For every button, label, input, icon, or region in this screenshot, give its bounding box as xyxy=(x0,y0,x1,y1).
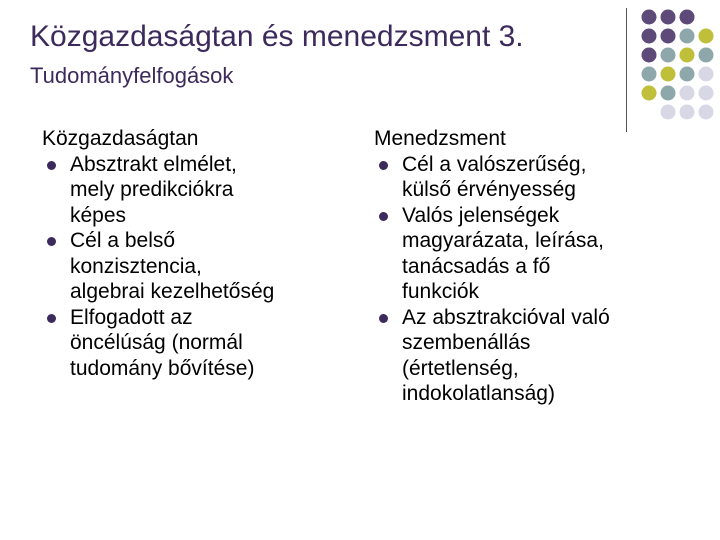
decorative-dot xyxy=(661,105,676,120)
decorative-dot xyxy=(642,86,657,101)
bullet-line: szembenállás xyxy=(402,331,531,354)
decorative-dot-grid xyxy=(640,8,720,120)
bullet-line: Az absztrakcióval való xyxy=(402,305,610,329)
decorative-dot xyxy=(661,67,676,82)
bullet-line: magyarázata, leírása, xyxy=(402,229,604,252)
bullet-line: Cél a belső xyxy=(70,229,176,252)
decorative-dot xyxy=(680,48,695,63)
bullet-line: Absztrakt elmélet, xyxy=(70,152,237,176)
bullet-item xyxy=(374,152,674,203)
decorative-dot xyxy=(680,10,695,25)
decorative-dot xyxy=(680,29,695,44)
decorative-dot xyxy=(680,67,695,82)
decorative-dot xyxy=(699,67,714,82)
bullet-item xyxy=(42,228,342,305)
column-management xyxy=(374,126,674,407)
bullet-line: tudomány bővítése) xyxy=(70,356,255,380)
bullet-list xyxy=(374,152,674,407)
column-heading: Menedzsment xyxy=(374,127,506,150)
bullet-item xyxy=(374,305,674,407)
decorative-dot xyxy=(642,48,657,63)
decorative-dot xyxy=(661,10,676,25)
bullet-line: konzisztencia, xyxy=(70,254,202,278)
decorative-dot xyxy=(661,29,676,44)
column-heading: Közgazdaságtan xyxy=(42,127,199,150)
decorative-divider xyxy=(626,8,627,132)
bullet-line: algebrai kezelhetőség xyxy=(70,280,275,303)
bullet-list xyxy=(42,152,342,382)
decorative-dot xyxy=(642,10,657,25)
slide-title: Közgazdaságtan és menedzsment 3. xyxy=(30,20,524,53)
bullet-line: (értetlenség, xyxy=(402,356,519,380)
bullet-line: képes xyxy=(70,203,127,227)
bullet-line: Valós jelenségek xyxy=(402,203,560,227)
decorative-dot xyxy=(661,48,676,63)
bullet-item xyxy=(42,305,342,382)
bullet-line: tanácsadás a fő xyxy=(402,254,551,278)
bullet-line: öncélúság (normál xyxy=(70,331,243,354)
bullet-line: külső érvényesség xyxy=(402,178,576,201)
bullet-icon xyxy=(47,237,56,246)
bullet-line: Cél a valószerűség, xyxy=(402,152,587,176)
bullet-line: funkciók xyxy=(402,280,480,303)
column-economics xyxy=(42,126,342,381)
bullet-item xyxy=(374,203,674,305)
decorative-dot xyxy=(699,29,714,44)
bullet-icon xyxy=(379,212,388,221)
decorative-dot xyxy=(642,29,657,44)
bullet-line: Elfogadott az xyxy=(70,305,193,329)
decorative-dot xyxy=(642,67,657,82)
bullet-icon xyxy=(379,161,388,170)
bullet-line: mely predikciókra xyxy=(70,178,234,201)
bullet-line: indokolatlanság) xyxy=(402,382,555,405)
bullet-icon xyxy=(379,314,388,323)
decorative-dot xyxy=(699,105,714,120)
bullet-icon xyxy=(47,161,56,170)
decorative-dot xyxy=(661,86,676,101)
decorative-dot xyxy=(699,48,714,63)
decorative-dot xyxy=(680,86,695,101)
bullet-icon xyxy=(47,314,56,323)
slide-subtitle: Tudományfelfogások xyxy=(30,63,234,88)
decorative-dot xyxy=(680,105,695,120)
bullet-item xyxy=(42,152,342,229)
decorative-dot xyxy=(699,86,714,101)
